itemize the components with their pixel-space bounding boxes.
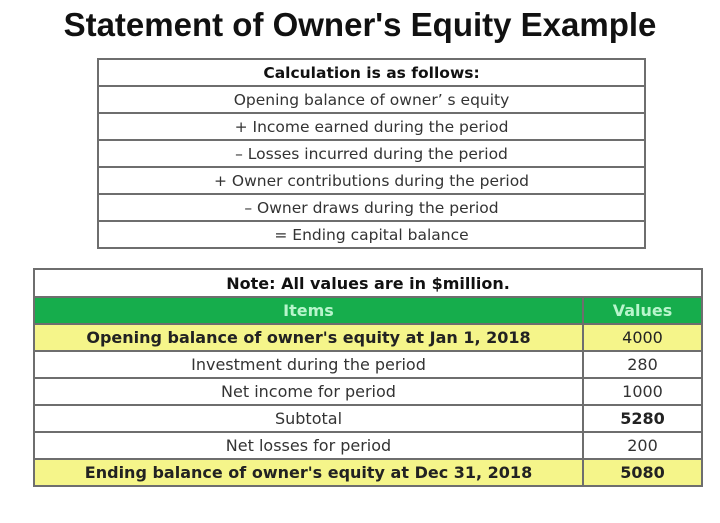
column-header-values: Values: [583, 297, 702, 324]
units-note: Note: All values are in $million.: [34, 269, 702, 297]
row-item: Opening balance of owner's equity at Jan 1, 2018: [34, 324, 583, 351]
table-row-subtotal: [34, 405, 702, 432]
row-value: 1000: [583, 378, 702, 405]
equity-statement-table: [33, 268, 703, 487]
row-value: 280: [583, 351, 702, 378]
calculation-step-row: [98, 221, 645, 248]
calculation-step-ending: = Ending capital balance: [98, 221, 645, 248]
header-row: [34, 297, 702, 324]
note-row: [34, 269, 702, 297]
table-row-net-income: [34, 378, 702, 405]
row-value: 5280: [583, 405, 702, 432]
row-item: Subtotal: [34, 405, 583, 432]
calculation-table: [97, 58, 646, 249]
calculation-step-row: [98, 167, 645, 194]
calculation-heading: Calculation is as follows:: [98, 59, 645, 86]
table-row-opening-balance: [34, 324, 702, 351]
row-item: Ending balance of owner's equity at Dec 31, 2018: [34, 459, 583, 486]
table-row-ending-balance: [34, 459, 702, 486]
table-row-investment: [34, 351, 702, 378]
page-title: Statement of Owner's Equity Example: [63, 6, 657, 43]
calculation-step-income: + Income earned during the period: [98, 113, 645, 140]
calculation-step-losses: – Losses incurred during the period: [98, 140, 645, 167]
row-item: Net losses for period: [34, 432, 583, 459]
row-value: 200: [583, 432, 702, 459]
row-item: Net income for period: [34, 378, 583, 405]
column-header-items: Items: [34, 297, 583, 324]
calculation-step-row: [98, 194, 645, 221]
calculation-step-draws: – Owner draws during the period: [98, 194, 645, 221]
row-value: 5080: [583, 459, 702, 486]
row-item: Investment during the period: [34, 351, 583, 378]
calculation-step-row: [98, 86, 645, 113]
calculation-heading-row: [98, 59, 645, 86]
table-row-net-losses: [34, 432, 702, 459]
calculation-step-row: [98, 140, 645, 167]
calculation-step-row: [98, 113, 645, 140]
row-value: 4000: [583, 324, 702, 351]
calculation-step-contributions: + Owner contributions during the period: [98, 167, 645, 194]
calculation-step-opening: Opening balance of owner’ s equity: [98, 86, 645, 113]
